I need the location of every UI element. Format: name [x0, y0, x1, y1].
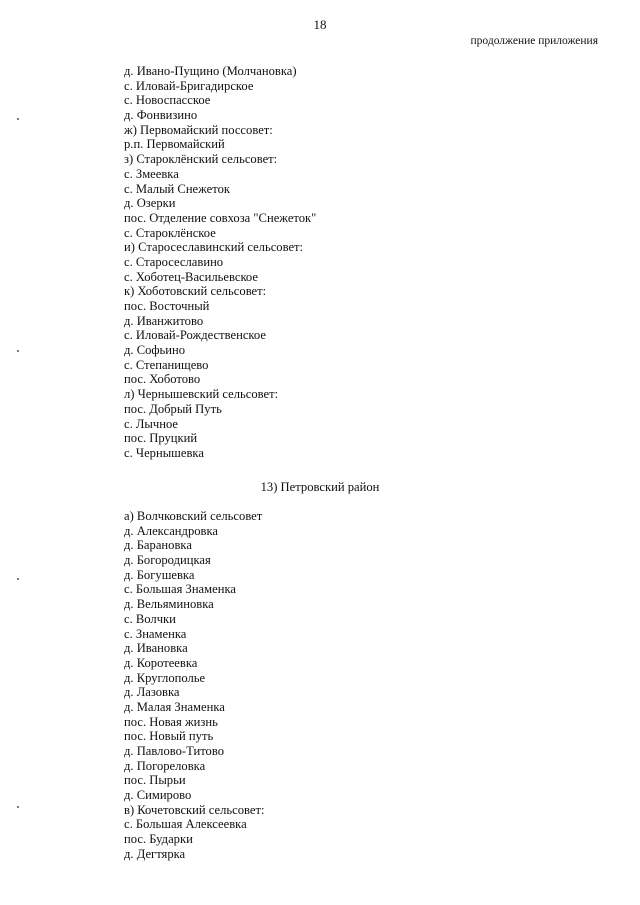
list-item: д. Озерки	[124, 196, 176, 211]
list-item: с. Малый Снежеток	[124, 181, 231, 196]
list-item: д. Богородицкая	[124, 553, 211, 568]
list-item: д. Александровка	[124, 523, 219, 538]
list-item: с. Лычное	[124, 416, 179, 431]
list-item: с. Хоботец-Васильевское	[124, 269, 258, 284]
list-item: р.п. Первомайский	[124, 137, 225, 152]
list-item: с. Староклёнское	[124, 225, 216, 240]
list-item: д. Павлово-Титово	[124, 744, 225, 758]
list-item: с. Иловай-Бригадирское	[124, 78, 254, 93]
list-item: с. Чернышевка	[124, 445, 204, 460]
list-item: пос. Новый путь	[124, 729, 214, 744]
list-item: пос. Пырьи	[124, 773, 186, 788]
list-item: д. Лазовка	[124, 685, 180, 700]
list-item: з) Староклёнский сельсовет:	[124, 152, 278, 167]
list-item: а) Волчковский сельсовет	[124, 509, 263, 523]
list-item: пос. Восточный	[124, 299, 210, 313]
list-item: д. Малая Знаменка	[124, 699, 225, 714]
list-item: с. Большая Знаменка	[124, 582, 236, 597]
list-item: д. Софьино	[124, 343, 186, 358]
list-item: д. Коротеевка	[124, 655, 198, 670]
margin-mark	[17, 350, 19, 352]
list-item: пос. Отделение совхоза "Снежеток"	[124, 210, 317, 225]
list-item: д. Ивановка	[124, 641, 188, 656]
page-number: 18	[313, 17, 327, 32]
list-item: д. Барановка	[124, 538, 192, 553]
list-item: д. Круглополье	[124, 670, 206, 685]
list-item: с. Знаменка	[124, 626, 187, 641]
list-item: к) Хоботовский сельсовет:	[124, 284, 267, 299]
continuation-note: продолжение приложения	[470, 35, 598, 47]
list-item: пос. Пруцкий	[124, 431, 198, 446]
list-item: пос. Новая жизнь	[124, 714, 218, 729]
list-item: д. Ивано-Пущино (Молчановка)	[124, 64, 297, 78]
list-item: д. Погореловка	[124, 758, 206, 773]
list-item: с. Волчки	[124, 611, 176, 626]
margin-mark	[17, 806, 19, 808]
list-item: д. Симирово	[124, 788, 192, 803]
list-item: пос. Добрый Путь	[124, 401, 222, 416]
list-item: и) Старосеславинский сельсовет:	[124, 240, 304, 255]
list-item: ж) Первомайский поссовет:	[124, 122, 273, 137]
margin-mark	[17, 118, 19, 120]
list-item: пос. Бударки	[124, 832, 193, 847]
list-item: с. Степанищево	[124, 357, 209, 372]
list-item: д. Фонвизино	[124, 108, 198, 123]
section-heading: 13) Петровский район	[260, 480, 380, 494]
list-item: пос. Хоботово	[124, 372, 201, 387]
list-item: с. Новоспасское	[124, 93, 211, 108]
list-item: л) Чернышевский сельсовет:	[124, 387, 279, 402]
list-item: с. Старосеславино	[124, 254, 224, 269]
list-item: д. Дегтярка	[124, 846, 186, 861]
list-item: в) Кочетовский сельсовет:	[124, 802, 265, 817]
margin-mark	[17, 578, 19, 580]
list-item: с. Большая Алексеевка	[124, 817, 247, 832]
list-item: д. Вельяминовка	[124, 597, 214, 612]
list-item: с. Иловай-Рождественское	[124, 328, 266, 343]
list-item: д. Иванжитово	[124, 313, 204, 328]
settlement-list-bottom	[124, 509, 265, 862]
settlement-list-top	[124, 64, 316, 461]
list-item: д. Богушевка	[124, 567, 195, 582]
list-item: с. Змеевка	[124, 166, 179, 181]
